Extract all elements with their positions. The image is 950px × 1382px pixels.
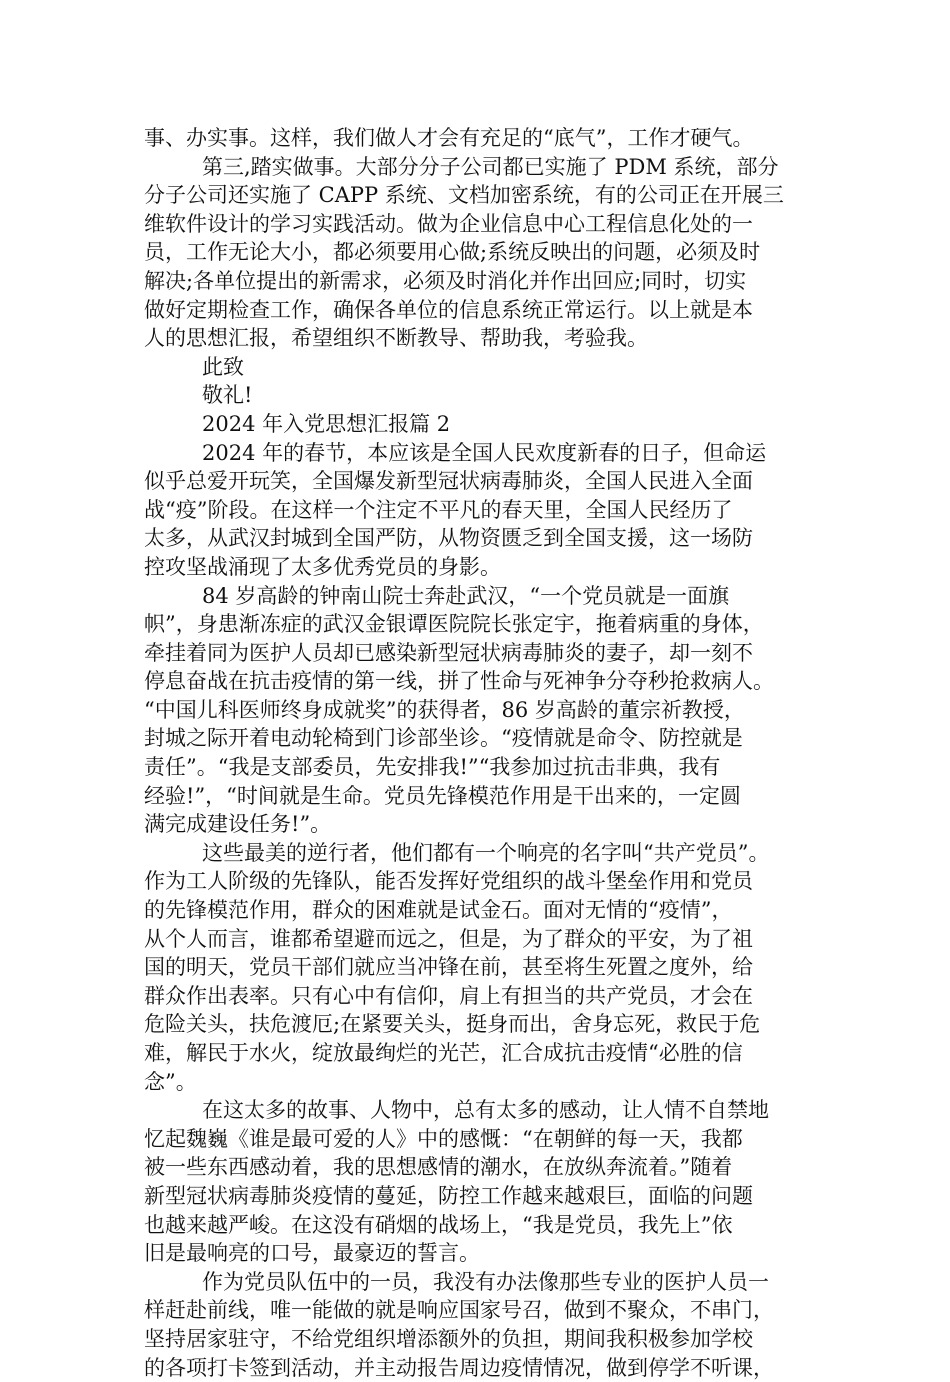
text-line: 坚持居家驻守，不给党组织增添额外的负担，期间我积极参加学校 — [144, 1326, 753, 1351]
text-line: 的先锋模范作用，群众的困难就是试金石。面对无情的“疫情”， — [144, 898, 733, 923]
text-line: 的各项打卡签到活动，并主动报告周边疫情情况，做到停学不听课， — [144, 1355, 774, 1380]
text-line: 新型冠状病毒肺炎疫情的蔓延，防控工作越来越艰巨，面临的问题 — [144, 1183, 753, 1208]
text-line: 这些最美的逆行者，他们都有一个响亮的名字叫“共产党员”。 — [202, 840, 770, 865]
text-line: 牵挂着同为医护人员却已感染新型冠状病毒肺炎的妻子，却一刻不 — [144, 640, 753, 665]
text-line: 太多，从武汉封城到全国严防，从物资匮乏到全国支援，这一场防 — [144, 526, 753, 551]
text-line: 第三,踏实做事。大部分分子公司都已实施了 PDM 系统，部分 — [202, 154, 779, 179]
text-line: 样赶赴前线，唯一能做的就是响应国家号召，做到不聚众，不串门， — [144, 1298, 774, 1323]
text-line: 责任”。“我是支部委员，先安排我!”“我参加过抗击非典，我有 — [144, 755, 721, 780]
text-line: 2024 年的春节，本应该是全国人民欢度新春的日子，但命运 — [202, 440, 767, 465]
text-line: 84 岁高龄的钟南山院士奔赴武汉，“一个党员就是一面旗 — [202, 583, 730, 608]
text-line: 人的思想汇报，希望组织不断教导、帮助我，考验我。 — [144, 326, 648, 351]
text-line: 满完成建设任务!”。 — [144, 812, 332, 837]
text-line: 作为工人阶级的先锋队，能否发挥好党组织的战斗堡垒作用和党员 — [144, 869, 753, 894]
text-line: 分子公司还实施了 CAPP 系统、文档加密系统，有的公司正在开展三 — [144, 183, 784, 208]
text-line: 2024 年入党思想汇报篇 2 — [202, 411, 451, 436]
text-line: 解决;各单位提出的新需求，必须及时消化并作出回应;同时，切实 — [144, 268, 747, 293]
text-line: 国的明天，党员干部们就应当冲锋在前，甚至将生死置之度外，给 — [144, 955, 753, 980]
text-line: 战“疫”阶段。在这样一个注定不平凡的春天里，全国人民经历了 — [144, 497, 733, 522]
text-line: 群众作出表率。只有心中有信仰，肩上有担当的共产党员，才会在 — [144, 983, 753, 1008]
text-line: 念”。 — [144, 1069, 197, 1094]
text-line: 事、办实事。这样，我们做人才会有充足的“底气”，工作才硬气。 — [144, 126, 754, 150]
text-line: 做好定期检查工作，确保各单位的信息系统正常运行。以上就是本 — [144, 297, 753, 322]
text-line: 停息奋战在抗击疫情的第一线，拼了性命与死神争分夺秒抢救病人。 — [144, 669, 774, 694]
text-line: 控攻坚战涌现了太多优秀党员的身影。 — [144, 554, 501, 579]
text-line: 帜”，身患渐冻症的武汉金银谭医院院长张定宇，拖着病重的身体， — [144, 612, 764, 637]
document-body — [144, 124, 824, 1382]
text-line: 经验!”，“时间就是生命。党员先锋模范作用是干出来的，一定圆 — [144, 783, 741, 808]
text-line: 从个人而言，谁都希望避而远之，但是，为了群众的平安，为了祖 — [144, 926, 753, 951]
text-line: 员，工作无论大小，都必须要用心做;系统反映出的问题，必须及时 — [144, 240, 761, 265]
text-line: 也越来越严峻。在这没有硝烟的战场上，“我是党员，我先上”依 — [144, 1212, 733, 1237]
text-line: 敬礼! — [202, 383, 253, 408]
text-line: 维软件设计的学习实践活动。做为企业信息中心工程信息化处的一 — [144, 211, 753, 236]
text-line: 被一些东西感动着，我的思想感情的潮水，在放纵奔流着。”随着 — [144, 1155, 733, 1180]
text-line: 忆起魏巍《谁是最可爱的人》中的感慨：“在朝鲜的每一天，我都 — [144, 1126, 743, 1151]
text-line: 此致 — [202, 354, 244, 379]
text-line: 封城之际开着电动轮椅到门诊部坐诊。“疫情就是命令、防控就是 — [144, 726, 743, 751]
text-line: 难，解民于水火，绽放最绚烂的光芒，汇合成抗击疫情“必胜的信 — [144, 1041, 743, 1065]
text-line: 似乎总爱开玩笑，全国爆发新型冠状病毒肺炎，全国人民进入全面 — [144, 469, 753, 494]
text-line: 旧是最响亮的口号，最豪迈的誓言。 — [144, 1241, 480, 1266]
text-line: 作为党员队伍中的一员，我没有办法像那些专业的医护人员一 — [202, 1269, 769, 1294]
text-line: “中国儿科医师终身成就奖”的获得者，86 岁高龄的董宗祈教授， — [144, 697, 745, 722]
text-line: 危险关头，扶危渡厄;在紧要关头，挺身而出，舍身忘死，救民于危 — [144, 1012, 761, 1037]
text-line: 在这太多的故事、人物中，总有太多的感动，让人情不自禁地 — [202, 1098, 769, 1123]
